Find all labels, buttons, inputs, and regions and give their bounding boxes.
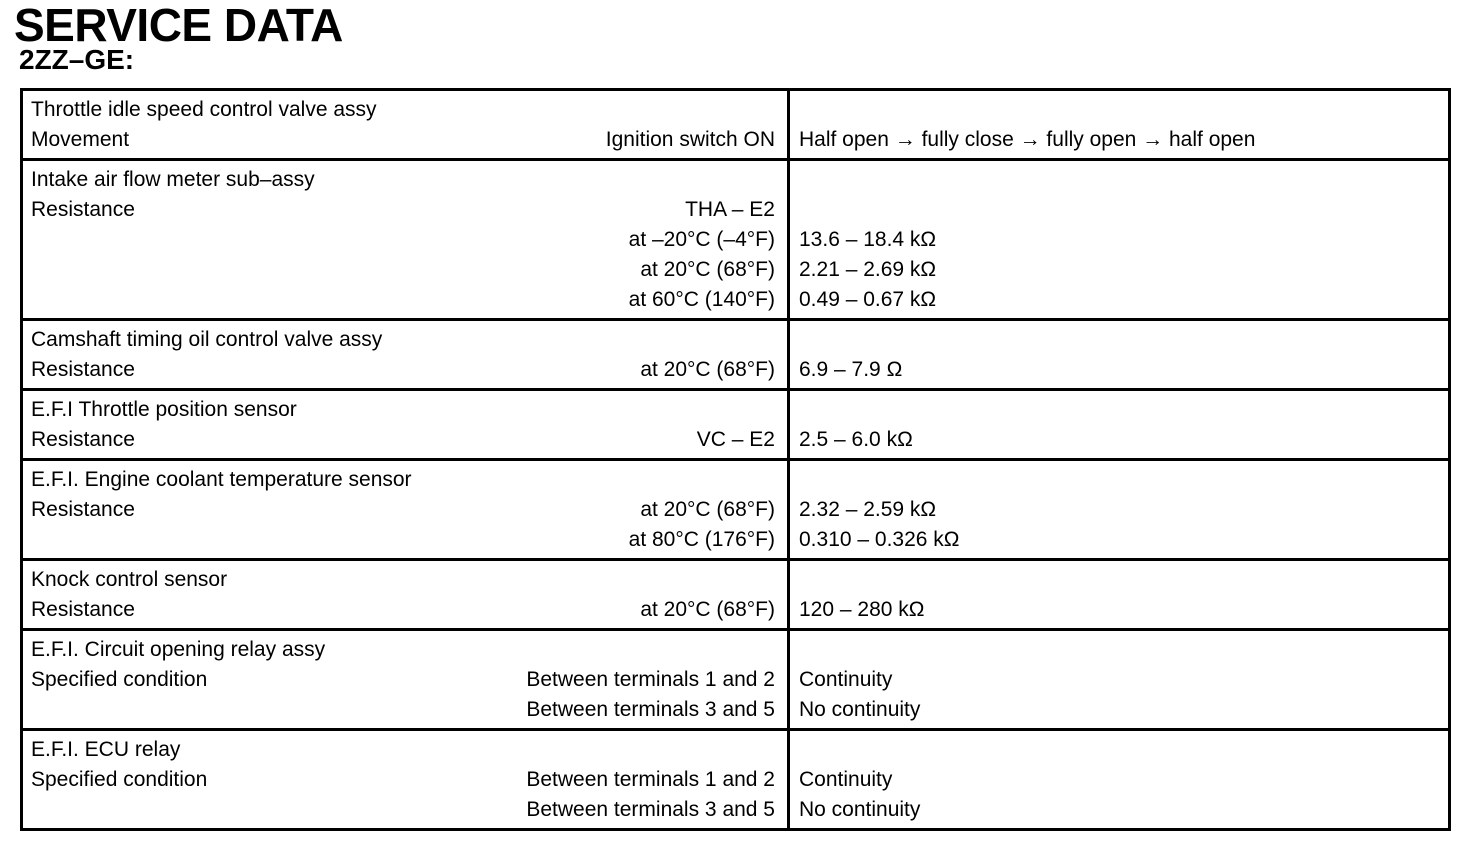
spec-section — [23, 461, 1448, 561]
spec-section-values — [790, 161, 1448, 318]
spec-condition: at 20°C (68°F) — [640, 358, 775, 381]
spec-section-conditions — [23, 321, 790, 388]
spec-condition: at 20°C (68°F) — [640, 598, 775, 621]
component-name: Knock control sensor — [31, 568, 228, 591]
value-spacer — [799, 635, 1440, 665]
spec-section — [23, 321, 1448, 391]
spec-row — [31, 695, 775, 725]
component-name: E.F.I. Circuit opening relay assy — [31, 638, 326, 661]
value-spacer — [799, 465, 1440, 495]
spec-value: No continuity — [799, 798, 921, 821]
spec-condition: at 60°C (140°F) — [628, 288, 775, 311]
spec-value: No continuity — [799, 698, 921, 721]
component-name: E.F.I. Engine coolant temperature sensor — [31, 468, 412, 491]
spec-section-values — [790, 631, 1448, 728]
spec-condition: Between terminals 1 and 2 — [526, 768, 775, 791]
spec-parameter: Movement — [31, 128, 130, 151]
spec-row — [31, 125, 775, 155]
spec-value: 120 – 280 kΩ — [799, 598, 925, 621]
page-title: SERVICE DATA — [14, 0, 343, 51]
spec-value: 13.6 – 18.4 kΩ — [799, 228, 937, 251]
spec-section-values — [790, 321, 1448, 388]
spec-parameter: Resistance — [31, 358, 135, 381]
spec-value: 0.310 – 0.326 kΩ — [799, 528, 960, 551]
spec-section — [23, 561, 1448, 631]
spec-condition: Between terminals 3 and 5 — [526, 698, 775, 721]
spec-section-values — [790, 461, 1448, 558]
spec-section — [23, 391, 1448, 461]
spec-section — [23, 161, 1448, 321]
spec-row — [31, 595, 775, 625]
spec-value: 2.21 – 2.69 kΩ — [799, 258, 937, 281]
spec-condition: THA – E2 — [685, 198, 775, 221]
spec-section-values — [790, 561, 1448, 628]
spec-section — [23, 91, 1448, 161]
spec-parameter: Resistance — [31, 598, 135, 621]
spec-condition: Between terminals 1 and 2 — [526, 668, 775, 691]
spec-value: Half open → fully close → fully open → half open — [799, 128, 1256, 151]
component-name: Camshaft timing oil control valve assy — [31, 328, 383, 351]
value-spacer — [799, 565, 1440, 595]
spec-section-conditions — [23, 731, 790, 828]
value-spacer — [799, 735, 1440, 765]
spec-section-conditions — [23, 631, 790, 728]
spec-condition: VC – E2 — [696, 428, 775, 451]
spec-row — [31, 425, 775, 455]
value-spacer — [799, 95, 1440, 125]
value-spacer — [799, 395, 1440, 425]
spec-row — [31, 195, 775, 225]
spec-condition: at 20°C (68°F) — [640, 498, 775, 521]
spec-condition: at 80°C (176°F) — [628, 528, 775, 551]
spec-row — [31, 355, 775, 385]
service-data-table — [20, 88, 1451, 831]
spec-row — [31, 665, 775, 695]
spec-value: 6.9 – 7.9 Ω — [799, 358, 903, 381]
spec-section-conditions — [23, 461, 790, 558]
spec-value: Continuity — [799, 668, 893, 691]
spec-condition: at –20°C (–4°F) — [628, 228, 775, 251]
spec-section-conditions — [23, 561, 790, 628]
value-spacer — [799, 325, 1440, 355]
engine-code: 2ZZ–GE: — [19, 44, 135, 75]
spec-section-values — [790, 391, 1448, 458]
component-name: Intake air flow meter sub–assy — [31, 168, 315, 191]
component-name: E.F.I Throttle position sensor — [31, 398, 297, 421]
spec-condition: Between terminals 3 and 5 — [526, 798, 775, 821]
spec-section-conditions — [23, 91, 790, 158]
spec-condition: at 20°C (68°F) — [640, 258, 775, 281]
spec-parameter: Specified condition — [31, 768, 208, 791]
spec-section — [23, 731, 1448, 831]
value-spacer — [799, 165, 1440, 195]
spec-value: Continuity — [799, 768, 893, 791]
spec-value: 0.49 – 0.67 kΩ — [799, 288, 937, 311]
spec-value: 2.5 – 6.0 kΩ — [799, 428, 913, 451]
spec-section-conditions — [23, 391, 790, 458]
spec-parameter: Resistance — [31, 498, 135, 521]
spec-row — [31, 255, 775, 285]
spec-row — [31, 795, 775, 825]
spec-condition: Ignition switch ON — [605, 128, 775, 151]
spec-row — [31, 495, 775, 525]
spec-parameter: Resistance — [31, 198, 135, 221]
spec-row — [31, 285, 775, 315]
spec-section-values — [790, 731, 1448, 828]
spec-section — [23, 631, 1448, 731]
spec-value: 2.32 – 2.59 kΩ — [799, 498, 937, 521]
spec-row — [31, 525, 775, 555]
spec-value — [799, 195, 1440, 225]
component-name: Throttle idle speed control valve assy — [31, 98, 377, 121]
spec-parameter: Resistance — [31, 428, 135, 451]
spec-parameter: Specified condition — [31, 668, 208, 691]
spec-section-values — [790, 91, 1448, 158]
spec-row — [31, 765, 775, 795]
spec-row — [31, 225, 775, 255]
spec-section-conditions — [23, 161, 790, 318]
component-name: E.F.I. ECU relay — [31, 738, 181, 761]
